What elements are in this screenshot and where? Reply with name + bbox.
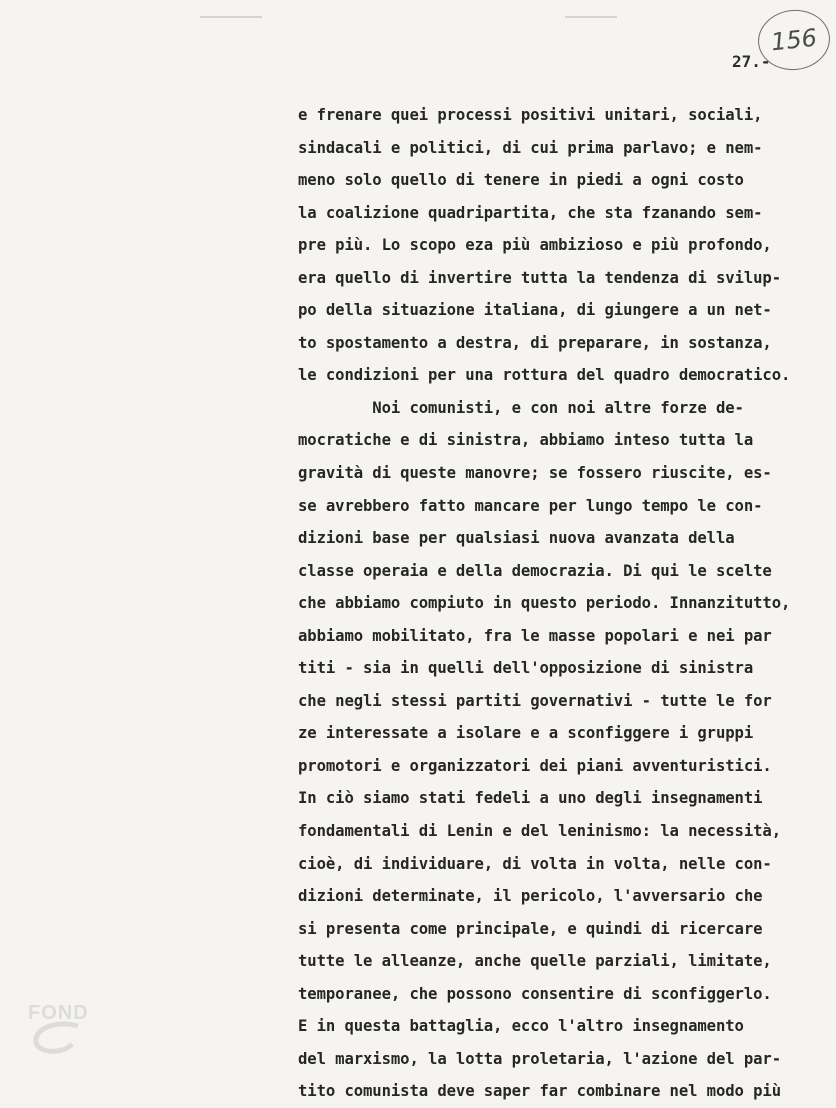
text-line: la coalizione quadripartita, che sta fzanando sem- — [298, 203, 763, 222]
page-number: 27.- — [732, 52, 771, 71]
text-line: to spostamento a destra, di preparare, in sostanza, — [298, 333, 772, 352]
text-line: promotori e organizzatori dei piani avventuristici. — [298, 756, 772, 775]
text-line: tutte le alleanze, anche quelle parziali, limitate, — [298, 952, 772, 971]
text-line: dizioni determinate, il pericolo, l'avversario che — [298, 887, 763, 906]
text-line: gravità di queste manovre; se fossero riuscite, es- — [298, 464, 772, 483]
top-mark-left — [200, 16, 262, 18]
archive-stamp: 156 — [755, 6, 833, 73]
text-line: titi - sia in quelli dell'opposizione di sinistra — [298, 659, 754, 678]
typed-body-text — [298, 99, 828, 1108]
text-line: E in questa battaglia, ecco l'altro insegnamento — [298, 1017, 744, 1036]
text-line: In ciò siamo stati fedeli a uno degli insegnamenti — [298, 789, 763, 808]
text-line: meno solo quello di tenere in piedi a ogni costo — [298, 171, 744, 190]
text-line: po della situazione italiana, di giungere a un net- — [298, 301, 772, 320]
text-line: del marxismo, la lotta proletaria, l'azione del par- — [298, 1049, 781, 1068]
text-line: ze interessate a isolare e a sconfiggere i gruppi — [298, 724, 754, 743]
top-mark-right — [565, 16, 617, 18]
text-line: pre più. Lo scopo eza più ambizioso e più profondo, — [298, 236, 772, 255]
text-line: abbiamo mobilitato, fra le masse popolari e nei par — [298, 626, 772, 645]
watermark-text: FOND — [28, 1002, 89, 1024]
text-line: era quello di invertire tutta la tendenza di svilup- — [298, 268, 781, 287]
bleed-through — [0, 455, 298, 535]
text-line: si presenta come principale, e quindi di ricercare — [298, 919, 763, 938]
text-line: temporanee, che possono consentire di sconfiggerlo. — [298, 984, 772, 1003]
text-line: che abbiamo compiuto in questo periodo. Innanzitutto, — [298, 594, 791, 613]
text-line: sindacali e politici, di cui prima parlavo; e nem- — [298, 138, 763, 157]
text-line: tito comunista deve saper far combinare nel modo più — [298, 1082, 781, 1101]
text-line: dizioni base per qualsiasi nuova avanzata della — [298, 529, 735, 548]
text-line: le condizioni per una rottura del quadro democratico. — [298, 366, 791, 385]
text-line: Noi comunisti, e con noi altre forze de- — [298, 398, 744, 417]
text-line: mocratiche e di sinistra, abbiamo inteso tutta la — [298, 431, 754, 450]
text-line: se avrebbero fatto mancare per lungo tempo le con- — [298, 496, 763, 515]
text-line: che negli stessi partiti governativi - tutte le for — [298, 691, 772, 710]
archive-watermark — [28, 1002, 156, 1057]
text-line: e frenare quei processi positivi unitari, sociali, — [298, 106, 763, 124]
text-line: classe operaia e della democrazia. Di qui le scelte — [298, 561, 772, 580]
text-line: fondamentali di Lenin e del leninismo: la necessità, — [298, 822, 781, 841]
watermark-swirl-icon — [28, 1020, 88, 1056]
text-line: cioè, di individuare, di volta in volta, nelle con- — [298, 854, 772, 873]
